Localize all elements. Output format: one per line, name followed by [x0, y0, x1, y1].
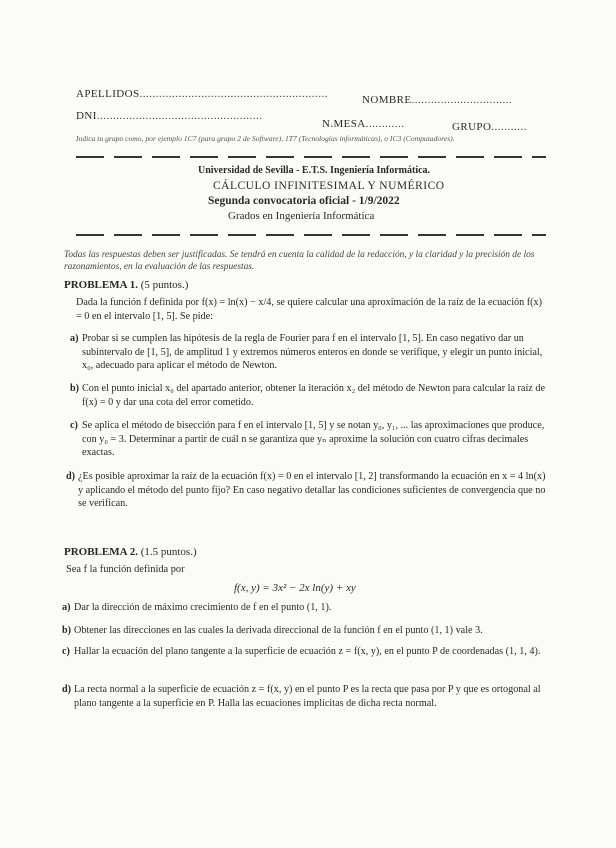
instructions: Todas las respuestas deben ser justificadas. Se tendrá en cuenta la calidad de la redacción, y la claridad y la precisión de los razonamientos, en la evaluación de las respuestas. [64, 250, 535, 272]
nombre-field [362, 94, 512, 106]
nombre-dots: ............................... [411, 94, 513, 106]
grupo-label: GRUPO [452, 121, 492, 133]
item-label: a) [70, 333, 79, 344]
apellidos-label: APELLIDOS [76, 88, 140, 100]
nmesa-dots: ............ [365, 118, 405, 130]
problem2-item-d [62, 683, 546, 713]
item-text: Con el punto inicial x₀ del apartado anterior, obtener la iteración x₂ del método de Newton para calcular la raíz de f(x) = 0 y dar una cota del error cometido. [82, 383, 545, 408]
item-text: Probar si se cumplen las hipótesis de la regla de Fourier para f en el intervalo [1, 5]. En caso negativo dar un subintervalo de [1, 5], de amplitud 1 y extremos números enteros en donde se verifique, y elegir un punto inicial, x₀, adecuado para aplicar el método de Newton. [82, 333, 543, 371]
problem1-intro: Dada la función f definida por f(x) = ln(x) − x/4, se quiere calcular una aproximación de la raíz de la ecuación f(x) = 0 en el intervalo [1, 5]. Se pide: [76, 297, 543, 322]
problem1-item-b [70, 382, 546, 414]
course-title: CÁLCULO INFINITESIMAL Y NUMÉRICO [213, 180, 445, 192]
item-label: a) [62, 602, 71, 613]
nmesa-label: N.MESA [322, 118, 366, 130]
item-label: b) [70, 383, 80, 394]
item-text: Hallar la ecuación del plano tangente a la superficie de ecuación z = f(x, y), en el punto P de coordenadas (1, 1, 4). [74, 646, 541, 657]
problem2-heading [64, 546, 197, 558]
item-text: Dar la dirección de máximo crecimiento de f en el punto (1, 1). [74, 602, 332, 613]
item-label: d) [66, 471, 76, 482]
problem2-item-b [62, 624, 546, 640]
nmesa-field [322, 118, 405, 130]
problem1-item-c [70, 419, 546, 463]
item-text: Se aplica el método de bisección para f en el intervalo [1, 5] y se notan y₀, y₁, ... las aproximaciones que produce, con y₀ = 3. Determinar a partir de cuál n se garantiza que yₙ aproxime la solución con cuatro cifras decimales exactas. [82, 420, 545, 458]
item-text: ¿Es posible aproximar la raíz de la ecuación f(x) = 0 en el intervalo [1, 2] transformando la ecuación en x = 4 ln(x) y aplicando el método del punto fijo? En caso negativo detallar las condiciones suficientes de convergencia que no se verifican. [78, 471, 546, 509]
nombre-label: NOMBRE [362, 94, 412, 106]
problem1-heading [64, 279, 188, 291]
exam-call: Segunda convocatoria oficial - 1/9/2022 [208, 195, 400, 207]
item-label: c) [62, 646, 70, 657]
degree-line: Grados en Ingeniería Informática [228, 210, 375, 222]
dni-label: DNI [76, 110, 97, 122]
problem2-points: (1.5 puntos.) [140, 546, 197, 558]
grupo-dots: ........... [491, 121, 528, 133]
grupo-field [452, 121, 527, 133]
problem2-item-a [62, 601, 546, 617]
item-label: b) [62, 625, 72, 636]
dni-field [76, 110, 263, 122]
university-line: Universidad de Sevilla - E.T.S. Ingeniería Informática. [198, 165, 431, 176]
problem2-title: PROBLEMA 2. [64, 546, 138, 558]
problem1-item-d [66, 470, 546, 514]
group-note: Indica tu grupo como, por ejemplo 1C7 (para grupo 2 de Software), 1T7 (Tecnologías informáticas), o IC3 (Computadores). [76, 134, 455, 143]
item-text: Obtener las direcciones en las cuales la derivada direccional de la función f en el punto (1, 1) vale 3. [74, 625, 483, 636]
problem1-title: PROBLEMA 1. [64, 279, 138, 291]
problem1-points: (5 puntos.) [140, 279, 189, 291]
problem2-equation: f(x, y) = 3x² − 2x ln(y) + xy [234, 582, 356, 594]
dni-dots: ................................................... [96, 110, 263, 122]
item-text: La recta normal a la superficie de ecuación z = f(x, y) en el punto P es la recta que pasa por P y que es ortogonal al plano tangente a la superficie en P. Halla las ecuaciones implícitas de dicha recta normal. [74, 684, 541, 709]
problem1-item-a [70, 332, 546, 380]
bottom-dashed-divider [76, 234, 546, 236]
problem2-intro: Sea f la función definida por [66, 564, 185, 575]
item-label: c) [70, 420, 78, 431]
top-dashed-divider [76, 156, 546, 158]
problem2-item-c [62, 645, 546, 675]
apellidos-field [76, 88, 328, 100]
apellidos-dots: .......................................................... [139, 88, 328, 100]
item-label: d) [62, 684, 72, 695]
